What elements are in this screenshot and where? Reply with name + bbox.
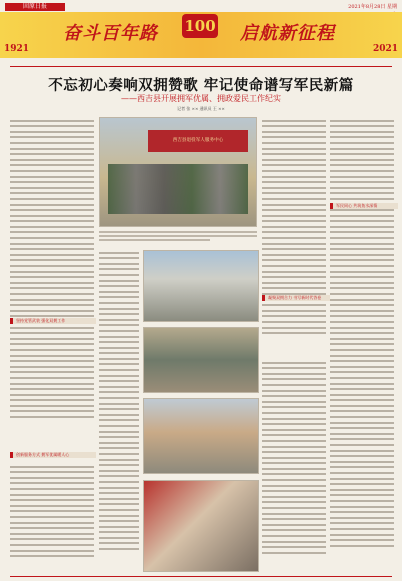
photo-banner-text: 西吉县退役军人服务中心	[148, 130, 248, 152]
article-byline: 记者 张 ×× 通讯员 王 ××	[177, 106, 225, 111]
photo-2	[143, 250, 259, 322]
column-left-text-2	[10, 462, 94, 574]
section-head: 军民同心 共筑鱼水深情	[330, 203, 398, 209]
photo-4	[143, 398, 259, 474]
column-mid-text	[99, 248, 139, 573]
main-photo	[99, 117, 257, 227]
photo-5	[143, 480, 259, 572]
main-photo-caption	[99, 229, 257, 245]
column-right-text-2	[330, 116, 394, 571]
banner-right-slogan: 启航新征程	[240, 23, 335, 44]
footer-rule	[10, 576, 392, 577]
masthead-date: 2021年8月28日 星期	[348, 4, 397, 10]
section-head: 坚持党管武装 强化双拥工作	[10, 318, 96, 324]
masthead-paper-name: 固原日报	[5, 3, 65, 11]
photo-people	[108, 164, 248, 214]
section-head: 凝聚双拥合力 书写新时代答卷	[262, 295, 330, 301]
centenary-badge: 100	[182, 14, 218, 38]
banner-year-right: 2021	[372, 44, 398, 54]
column-left-text	[10, 116, 94, 446]
photo-3	[143, 327, 259, 393]
section-head: 创新服务方式 拥军优属暖人心	[10, 452, 96, 458]
article-subhead: ——西吉县开展拥军优属、拥政爱民工作纪实	[121, 94, 281, 103]
column-right-text-3	[262, 358, 326, 572]
banner-left-slogan: 奋斗百年路	[63, 23, 158, 44]
headline-rule	[10, 66, 392, 67]
column-right-text-1	[262, 116, 326, 352]
article-headline: 不忘初心奏响双拥赞歌 牢记使命谱写军民新篇	[48, 78, 354, 94]
banner-year-left: 1921	[4, 44, 30, 54]
